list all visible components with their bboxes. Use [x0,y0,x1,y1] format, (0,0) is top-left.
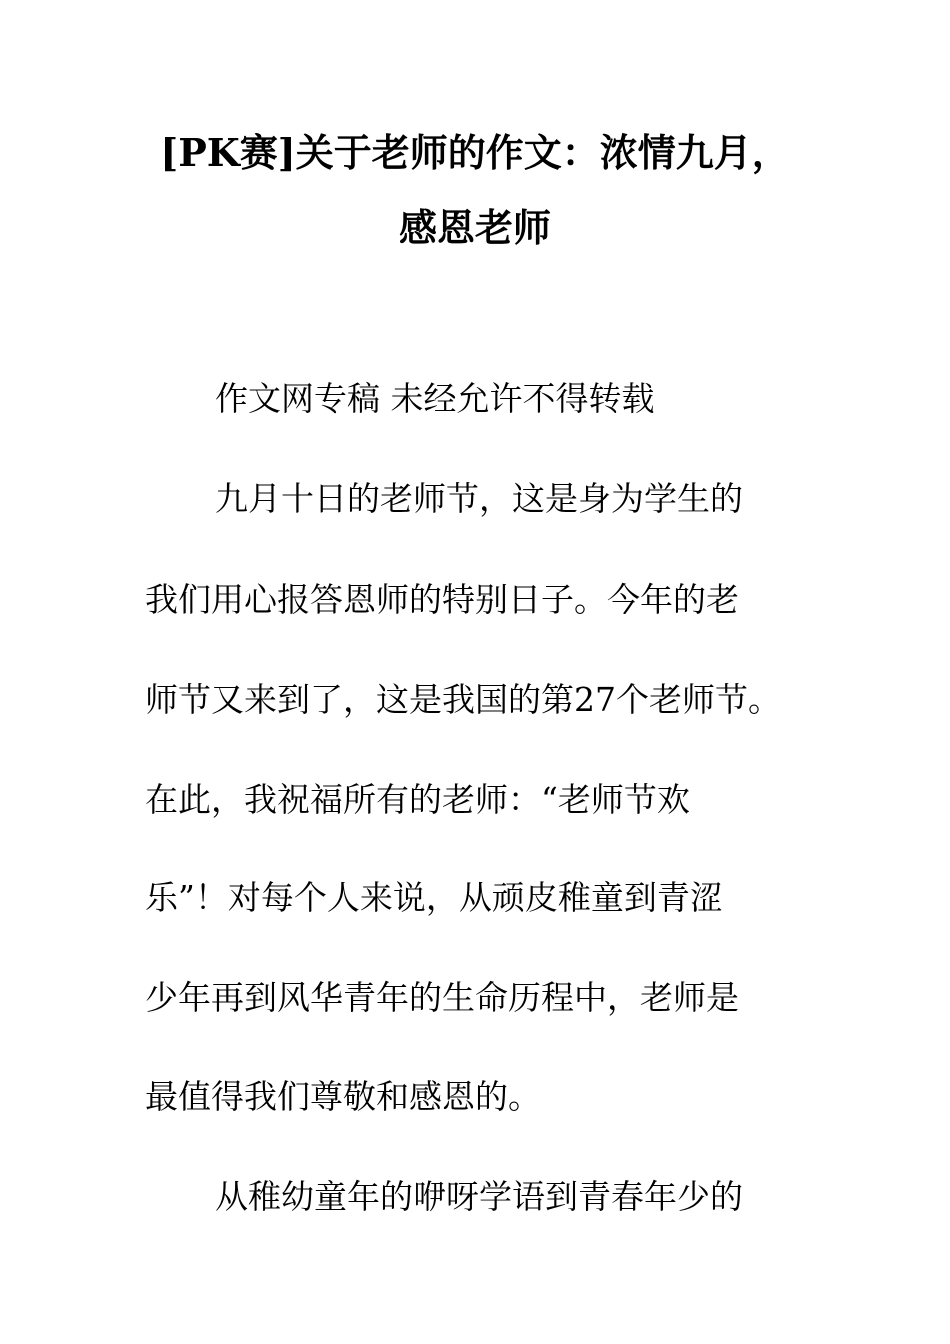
byline: 作文网专稿 未经允许不得转载 [215,379,655,418]
document-title-line-1: [PK赛]关于老师的作文：浓情九月， [160,130,790,175]
paragraph-1-line-5: 乐”！对每个人来说，从顽皮稚童到青涩 [145,878,723,917]
paragraph-1-line-4: 在此，我祝福所有的老师：“老师节欢 [145,780,690,819]
paragraph-1-line-1: 九月十日的老师节，这是身为学生的 [215,479,743,518]
paragraph-1-line-2: 我们用心报答恩师的特别日子。今年的老 [145,580,739,619]
document-title-line-2: 感恩老师 [398,205,551,250]
paragraph-2-line-1: 从稚幼童年的咿呀学语到青春年少的 [215,1177,743,1216]
paragraph-1-line-7: 最值得我们尊敬和感恩的。 [145,1077,541,1116]
paragraph-1-line-3: 师节又来到了，这是我国的第27个老师节。 [145,680,781,719]
paragraph-1-line-6: 少年再到风华青年的生命历程中，老师是 [145,978,739,1017]
